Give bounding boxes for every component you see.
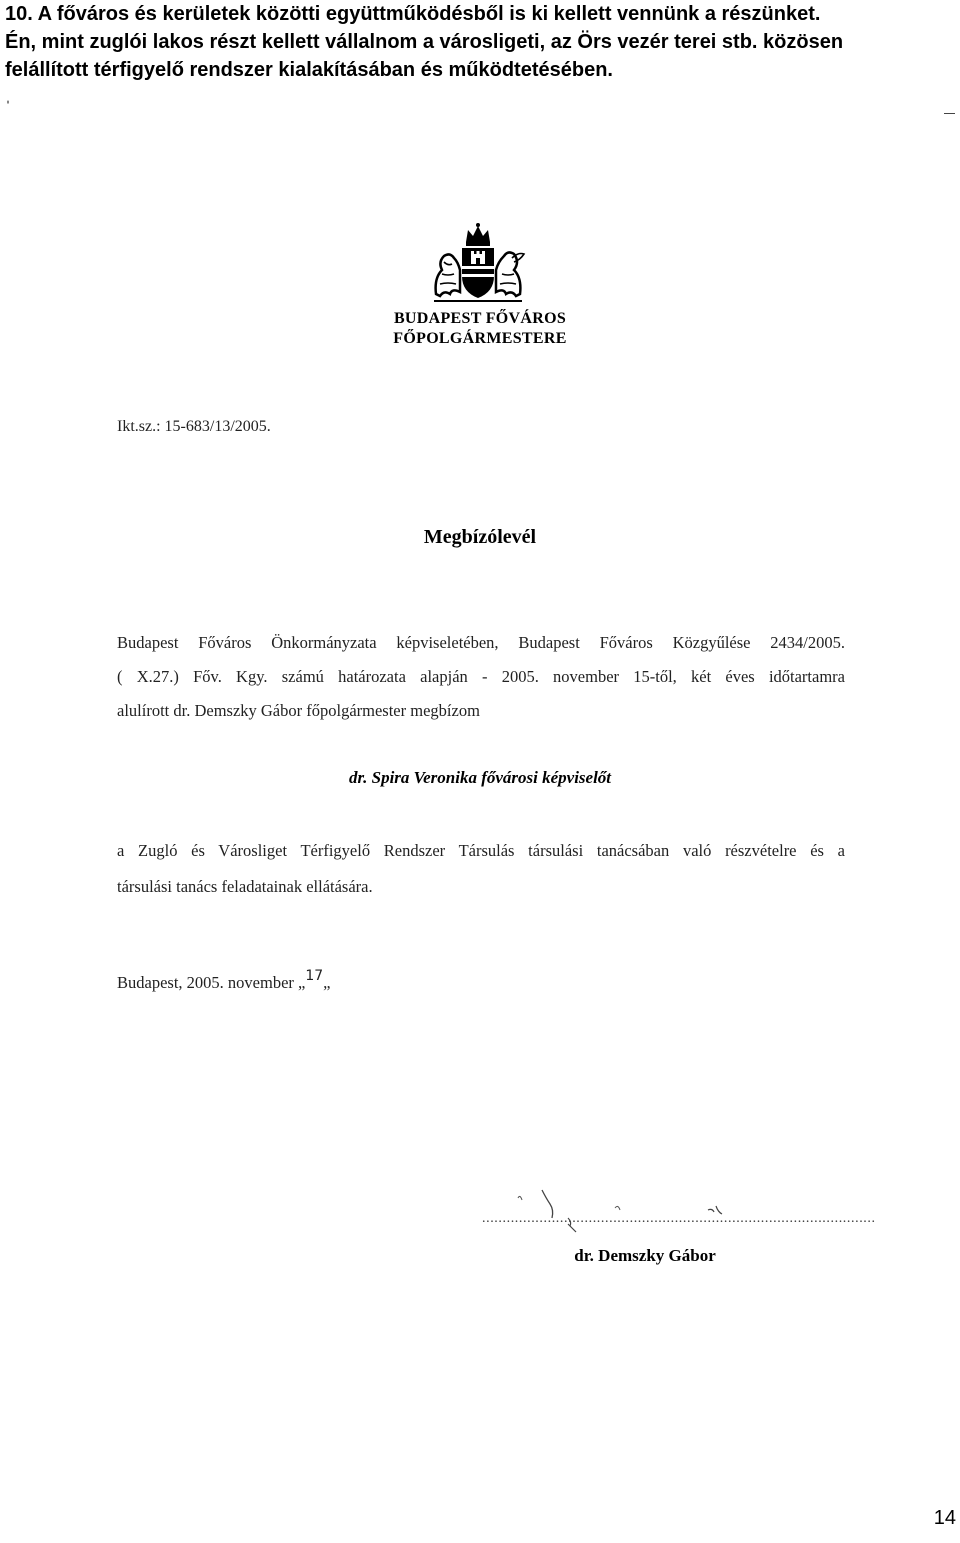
intro-line-2: Én, mint zuglói lakos részt kellett vállalnom a városligeti, az Örs vezér terei stb. közösen: [5, 31, 844, 53]
budapest-coat-of-arms: [428, 222, 528, 304]
intro-text: [5, 0, 955, 84]
appointee-name: dr. Spira Veronika fővárosi képviselőt: [348, 768, 612, 787]
paragraph-1-line-2: ( X.27.) Főv. Kgy. számú határozata alapján - 2005. november 15-től, két éves időtartamra: [117, 667, 845, 686]
paragraph-1-line-3: alulírott dr. Demszky Gábor főpolgármester megbízom: [117, 701, 480, 720]
paragraph-2-line-1: a Zugló és Városliget Térfigyelő Rendszer Társulás társulási tanácsában való részvételre és a: [117, 841, 845, 860]
office-line-2: FŐPOLGÁRMESTERE: [393, 330, 567, 347]
intro-line-1: 10. A főváros és kerületek közötti együttműködésből is ki kellett vennünk a részünket.: [5, 3, 821, 25]
handwritten-day: 17: [305, 968, 324, 984]
intro-line-3: felállított térfigyelő rendszer kialakításában és működtetésében.: [5, 59, 613, 81]
office-heading: [330, 309, 630, 349]
reference-number: Ikt.sz.: 15-683/13/2005.: [117, 418, 271, 435]
signer-name: dr. Demszky Gábor: [574, 1246, 716, 1265]
scan-mark-left: ˈ: [5, 97, 11, 117]
date-suffix: „: [323, 973, 331, 992]
date-prefix: Budapest, 2005. november „: [117, 973, 306, 992]
office-line-1: BUDAPEST FŐVÁROS: [393, 310, 567, 327]
paragraph-purpose: [117, 833, 845, 905]
paragraph-2-line-2: társulási tanács feladatainak ellátására.: [117, 877, 373, 896]
page-number: 14: [933, 1507, 956, 1529]
document-title: Megbízólevél: [423, 526, 537, 548]
paragraph-authorization: [117, 626, 845, 728]
signature-line: ................................................................................................: [482, 1211, 876, 1226]
dateline: [117, 968, 331, 999]
scan-mark-right: [944, 113, 955, 114]
paragraph-1-line-1: Budapest Főváros Önkormányzata képviseletében, Budapest Főváros Közgyűlése 2434/2005.: [117, 633, 845, 652]
